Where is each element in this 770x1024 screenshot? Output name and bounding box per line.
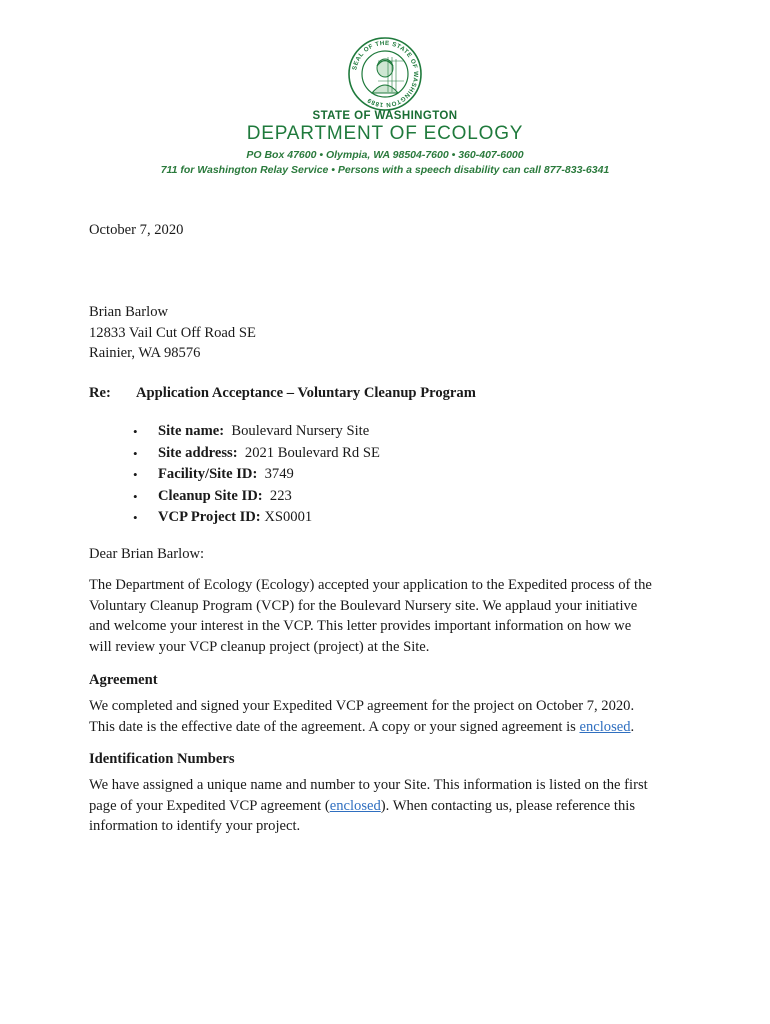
letterhead-relay: 711 for Washington Relay Service • Persons with a speech disability can call 877-833-6341 (160, 164, 610, 176)
paragraph-text: page of your Expedited VCP agreement ( (89, 797, 330, 814)
bullet-icon: • (133, 467, 138, 482)
intro-paragraph (89, 575, 652, 657)
enclosed-link[interactable]: enclosed (329, 797, 381, 814)
list-item (89, 507, 380, 529)
seal-text: SEAL OF THE STATE OF WASHINGTON 1889 (351, 39, 420, 109)
paragraph-text: ). When contacting us, please reference this (380, 797, 635, 814)
paragraph-line: Voluntary Cleanup Program (VCP) for the Boulevard Nursery site. We applaud your initiative (89, 597, 638, 614)
detail-value: 2021 Boulevard Rd SE (244, 444, 380, 461)
salutation: Dear Brian Barlow: (89, 546, 205, 562)
bullet-icon: • (133, 445, 138, 461)
identification-paragraph (89, 775, 648, 837)
recipient-street: 12833 Vail Cut Off Road SE (89, 324, 256, 341)
letterhead-address: PO Box 47600 • Olympia, WA 98504-7600 • 360-407-6000 (246, 149, 524, 161)
detail-key: Cleanup Site ID: (158, 487, 263, 504)
state-seal-icon (348, 37, 422, 111)
paragraph-line: information to identify your project. (89, 818, 301, 834)
detail-value: XS0001 (264, 509, 313, 525)
recipient-address (89, 302, 256, 364)
detail-value: Boulevard Nursery Site (231, 423, 370, 439)
detail-key: VCP Project ID: (158, 509, 261, 525)
paragraph-line: The Department of Ecology (Ecology) accepted your application to the Expedited process of the (89, 577, 652, 593)
bullet-icon: • (133, 424, 138, 439)
paragraph-line: We completed and signed your Expedited VCP agreement for the project on October 7, 2020. (89, 698, 635, 714)
agreement-heading: Agreement (89, 672, 158, 688)
detail-value: 223 (269, 487, 292, 504)
paragraph-text: . (630, 718, 635, 735)
list-item (89, 443, 380, 465)
paragraph-line (89, 796, 648, 817)
re-subject: Application Acceptance – Voluntary Cleanup Program (136, 385, 476, 401)
paragraph-line: and welcome your interest in the VCP. This letter provides important information on how we (89, 618, 632, 634)
paragraph-text: This date is the effective date of the agreement. A copy or your signed agreement is (89, 718, 580, 735)
letterhead-department: DEPARTMENT OF ECOLOGY (246, 123, 524, 144)
identification-heading: Identification Numbers (89, 751, 235, 767)
detail-value: 3749 (264, 466, 294, 482)
list-item (89, 464, 380, 486)
enclosed-link[interactable]: enclosed (579, 718, 631, 735)
bullet-icon: • (133, 488, 138, 504)
paragraph-line (89, 717, 634, 738)
re-label: Re: (89, 385, 111, 401)
paragraph-line: will review your VCP cleanup project (project) at the Site. (89, 638, 430, 655)
letter-date: October 7, 2020 (89, 222, 184, 238)
site-details-list (89, 421, 380, 529)
bullet-icon: • (133, 510, 138, 525)
detail-key: Site name: (158, 423, 225, 439)
letterhead-state: STATE OF WASHINGTON (312, 110, 458, 122)
recipient-city: Rainier, WA 98576 (89, 345, 201, 361)
list-item (89, 486, 380, 508)
detail-key: Facility/Site ID: (158, 466, 258, 482)
recipient-name: Brian Barlow (89, 304, 169, 320)
detail-key: Site address: (158, 444, 238, 461)
paragraph-line: We have assigned a unique name and number to your Site. This information is listed on the first (89, 777, 648, 793)
list-item (89, 421, 380, 443)
agreement-paragraph (89, 696, 634, 737)
